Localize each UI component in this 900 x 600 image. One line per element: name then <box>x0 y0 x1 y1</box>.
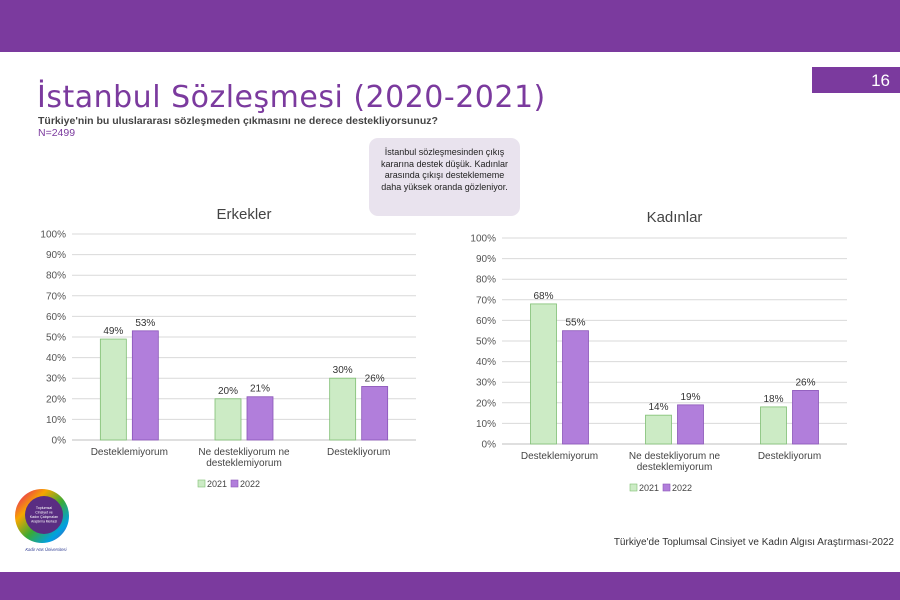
y-tick-label: 80% <box>475 274 496 286</box>
y-tick-label: 70% <box>475 295 496 307</box>
legend-label-2021: 2021 <box>639 483 660 493</box>
legend-swatch-2022 <box>663 484 670 491</box>
y-tick-label: 60% <box>45 311 66 323</box>
data-label: 26% <box>795 377 816 389</box>
x-tick-label: Desteklemiyorum <box>90 447 168 458</box>
x-tick-label: Destekliyorum <box>326 447 391 458</box>
data-label: 55% <box>565 317 586 329</box>
legend-label-2022: 2022 <box>240 479 261 489</box>
svg-text:Araştırma Merkezi: Araştırma Merkezi <box>31 519 57 524</box>
bar-2022 <box>563 331 589 444</box>
svg-text:Kadir Has Üniversitesi: Kadir Has Üniversitesi <box>25 547 67 552</box>
x-tick-label: Ne destekliyorum ne desteklemiyorum <box>628 451 721 473</box>
page-number: 16 <box>812 67 900 93</box>
data-label: 21% <box>249 383 271 395</box>
y-tick-label: 50% <box>475 336 496 348</box>
slide <box>0 52 900 572</box>
bar-2022 <box>793 390 819 444</box>
data-label: 20% <box>217 385 239 397</box>
data-label: 49% <box>103 326 124 338</box>
chart-title: Kadınlar <box>646 209 703 226</box>
page-title: İstanbul Sözleşmesi (2020-2021) <box>37 80 546 115</box>
data-label: 14% <box>648 402 669 414</box>
bar-2021 <box>761 407 787 444</box>
y-tick-label: 100% <box>40 229 66 241</box>
y-tick-label: 40% <box>475 357 496 369</box>
logo <box>12 488 78 554</box>
data-label: 68% <box>533 290 554 302</box>
legend-label-2022: 2022 <box>672 483 693 493</box>
y-tick-label: 20% <box>45 394 66 406</box>
bar-2022 <box>678 405 704 444</box>
data-label: 19% <box>680 391 701 403</box>
y-tick-label: 70% <box>45 291 66 303</box>
x-tick-label: Ne destekliyorum ne desteklemiyorum <box>198 447 290 469</box>
y-tick-label: 40% <box>45 353 66 365</box>
y-tick-label: 30% <box>45 373 66 385</box>
y-tick-label: 0% <box>51 435 66 447</box>
y-tick-label: 20% <box>475 398 496 410</box>
bar-2021 <box>531 304 557 444</box>
subtitle: Türkiye'nin bu uluslararası sözleşmeden çıkmasını ne derece destekliyorsunuz? <box>38 115 438 127</box>
x-tick-label: Desteklemiyorum <box>520 451 599 462</box>
y-tick-label: 0% <box>481 439 496 451</box>
svg-text:Cinsiyet ve: Cinsiyet ve <box>35 510 53 515</box>
y-tick-label: 10% <box>45 414 66 426</box>
y-tick-label: 30% <box>475 377 496 389</box>
callout-box: İstanbul sözleşmesinden çıkış kararına destek düşük. Kadınlar arasında çıkışı desteklememe daha yüksek oranda gözleniyor. <box>369 138 520 216</box>
y-tick-label: 80% <box>45 270 66 282</box>
svg-text:Toplumsal: Toplumsal <box>35 506 53 510</box>
chart-title: Erkekler <box>216 206 272 223</box>
y-tick-label: 100% <box>470 233 496 245</box>
data-label: 26% <box>364 373 385 385</box>
y-tick-label: 90% <box>45 250 66 262</box>
legend-swatch-2021 <box>630 484 637 491</box>
y-tick-label: 50% <box>45 332 66 344</box>
svg-text:Kadın Çalışmaları: Kadın Çalışmaları <box>29 515 59 519</box>
data-label: 18% <box>763 393 784 405</box>
data-label: 30% <box>332 365 353 377</box>
footer-source: Türkiye'de Toplumsal Cinsiyet ve Kadın Algısı Araştırması-2022 <box>613 537 894 548</box>
y-tick-label: 90% <box>475 254 496 266</box>
bar-2021 <box>646 415 672 444</box>
legend-label-2021: 2021 <box>207 479 228 489</box>
x-tick-label: Destekliyorum <box>757 451 822 462</box>
sample-size: N=2499 <box>38 127 76 139</box>
data-label: 53% <box>135 317 156 329</box>
y-tick-label: 10% <box>475 418 496 430</box>
chart-kadinlar <box>0 52 900 572</box>
y-tick-label: 60% <box>475 315 496 327</box>
